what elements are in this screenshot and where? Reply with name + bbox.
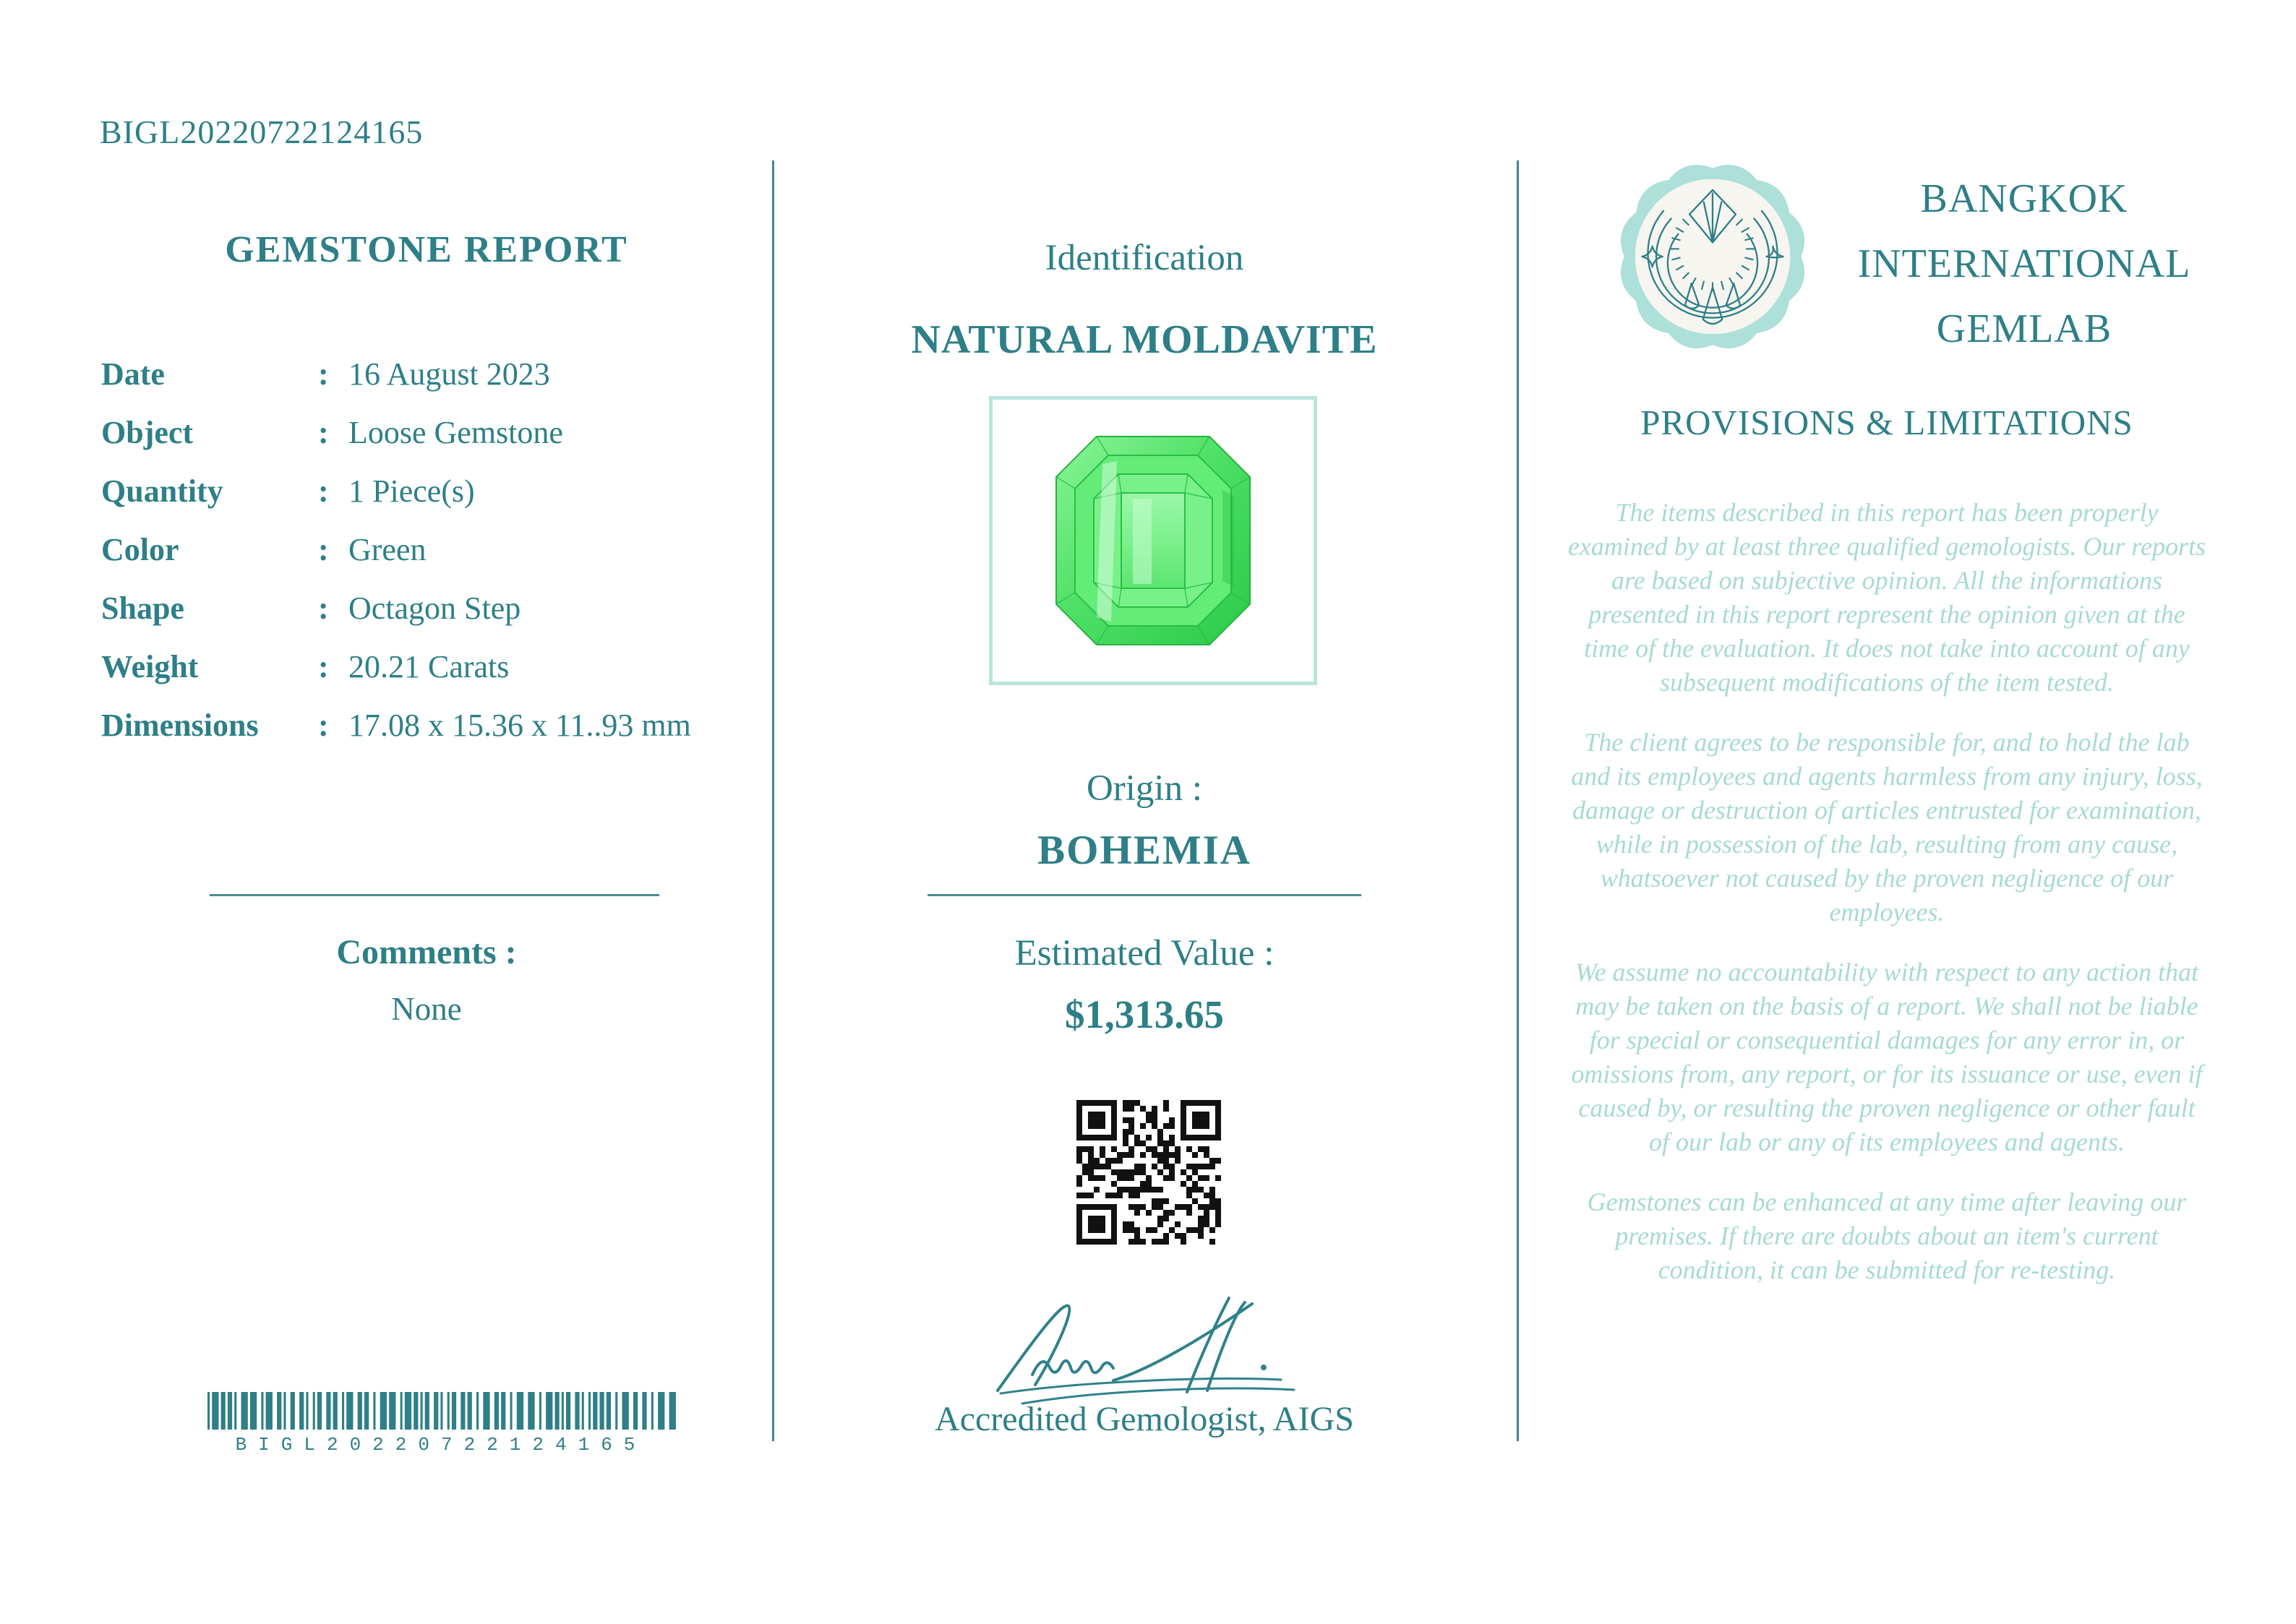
detail-label: Shape xyxy=(101,590,184,626)
detail-colon: : xyxy=(318,649,329,684)
detail-label: Quantity xyxy=(101,473,223,509)
comments-value: None xyxy=(391,991,462,1027)
provisions-text xyxy=(1567,496,2206,1313)
detail-value: 1 Piece(s) xyxy=(348,473,475,509)
table-row-dimensions xyxy=(101,696,752,755)
accredited-gemologist-line: Accredited Gemologist, AIGS xyxy=(935,1400,1354,1438)
lab-name-line: BANGKOK xyxy=(1920,176,2128,221)
gem-photo-frame xyxy=(989,396,1317,685)
table-row-date xyxy=(101,345,752,403)
estimated-value-heading: Estimated Value : xyxy=(1014,933,1275,974)
origin-value: BOHEMIA xyxy=(1037,828,1251,873)
provisions-paragraph: Gemstones can be enhanced at any time after leaving our premises. If there are doubts about an item's current condition, it can be submitted for re-testing. xyxy=(1587,1187,2187,1284)
detail-value: 20.21 Carats xyxy=(348,649,510,684)
detail-value: Loose Gemstone xyxy=(348,415,563,450)
provisions-paragraph: The client agrees to be responsible for, and to hold the lab and its employees and agents harmless from any injury, loss, damage or destruction of articles entrusted for examination, while in possession of the lab, resulting from any cause, whatsoever not caused by the proven negligence of our employees. xyxy=(1571,728,2203,927)
lab-name-line: GEMLAB xyxy=(1936,306,2112,351)
detail-colon: : xyxy=(318,473,329,509)
estimated-value-amount: $1,313.65 xyxy=(1065,992,1224,1036)
identification-heading: Identification xyxy=(1045,238,1244,278)
detail-value: 17.08 x 15.36 x 11..93 mm xyxy=(348,708,691,743)
detail-label: Date xyxy=(101,356,165,392)
provisions-paragraph: The items described in this report has been properly examined by at least three qualified gemologists. Our reports are based on subjective opinion. All the informations presented in this report represent the opinion given at the time of the evaluation. It does not take into account of any subsequent modifications of the item tested. xyxy=(1567,498,2206,697)
origin-heading: Origin : xyxy=(1086,768,1203,809)
qr-code xyxy=(1076,1100,1221,1245)
table-row-shape xyxy=(101,579,752,637)
detail-colon: : xyxy=(318,708,329,743)
detail-label: Color xyxy=(101,532,179,567)
detail-value: Green xyxy=(348,532,427,567)
table-row-object xyxy=(101,403,752,462)
barcode xyxy=(207,1392,676,1430)
detail-colon: : xyxy=(318,532,329,567)
comments-heading: Comments : xyxy=(336,933,517,971)
detail-colon: : xyxy=(318,415,329,450)
table-row-weight xyxy=(101,637,752,696)
gemstone-image xyxy=(1052,430,1254,651)
report-number: BIGL20220722124165 xyxy=(100,113,424,150)
comments-divider-line xyxy=(210,894,659,896)
provisions-heading: PROVISIONS & LIMITATIONS xyxy=(1640,403,2133,442)
detail-value: 16 August 2023 xyxy=(348,356,550,392)
lab-name-line: INTERNATIONAL xyxy=(1857,241,2191,286)
detail-colon: : xyxy=(318,356,329,392)
barcode-text: BIGL20220722124165 xyxy=(235,1434,647,1456)
report-title: GEMSTONE REPORT xyxy=(225,229,628,270)
column-divider-right xyxy=(1517,160,1519,1441)
value-divider-line xyxy=(928,894,1361,896)
lab-name xyxy=(1822,166,2227,361)
detail-colon: : xyxy=(318,590,329,626)
column-divider-left xyxy=(772,160,774,1441)
detail-label: Weight xyxy=(101,649,199,684)
gem-details-table xyxy=(101,345,752,755)
gemlab-logo-icon xyxy=(1616,160,1809,353)
table-row-quantity xyxy=(101,462,752,520)
gem-name: NATURAL MOLDAVITE xyxy=(911,317,1378,362)
detail-value: Octagon Step xyxy=(348,590,521,626)
gemologist-signature xyxy=(992,1284,1310,1406)
table-row-color xyxy=(101,520,752,579)
detail-label: Dimensions xyxy=(101,708,259,743)
provisions-paragraph: We assume no accountability with respect to any action that may be taken on the basis of a report. We shall not be liable for special or consequential damages for any error in, or omissions from, any report, or for its issuance or use, even if caused by, or resulting the proven negligence or other fault of our lab or any of its employees and agents. xyxy=(1571,958,2203,1156)
detail-label: Object xyxy=(101,415,194,450)
